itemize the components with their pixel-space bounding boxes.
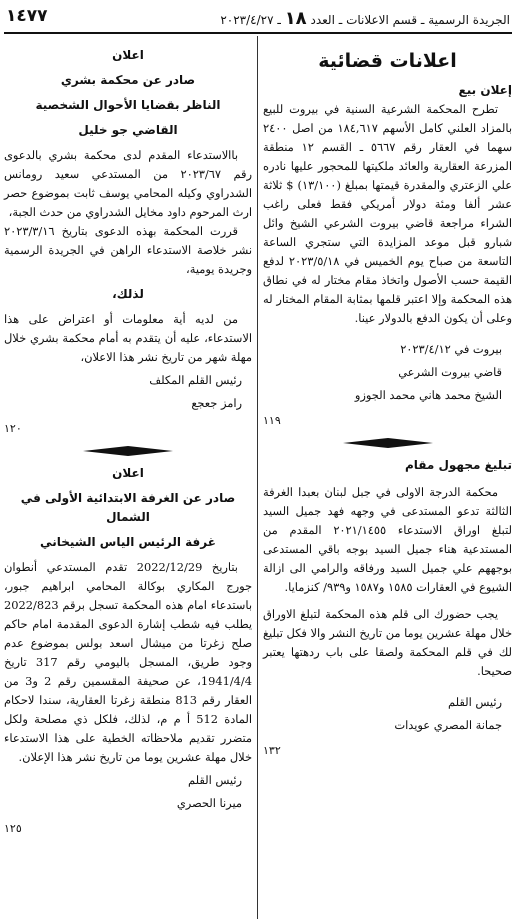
- ad2-issuer: صادر عن الغرفة الابتدائية الأولى في الشمال: [20, 491, 236, 524]
- ad1-heading: اعلان: [112, 48, 144, 62]
- notice-body-1: محكمة الدرجة الاولى في جبل لبنان بعبدا الغرفة الثالثة تدعو المستدعى في وجهه فهد جميل السيد لتبلغ اوراق الاستدعاء ٢٠٢١/١٤٥٥ المقدم من المستدعية هناء جميل السيد بوجه باقي المستدعى بوجههم علي جميل السيد ورفاقه والرامي الى ازالة الشيوع في العقارات ١٥٨٥ و١٥٨٧ و٩٣٩/ كنزمايا.: [263, 485, 512, 594]
- running-header: [220, 8, 510, 29]
- separator-ornament: [4, 444, 252, 458]
- left-column: [4, 40, 252, 838]
- ad1-subtitle: الناظر بقضايا الأحوال الشخصية: [35, 98, 221, 112]
- sale-body: تطرح المحكمة الشرعية السنية في بيروت للبيع بالمزاد العلني كامل الأسهم ١٨٤,٦١٧ من اصل ٢٤٠٠ سهما في العقار رقم ٥٦٦٧ ـ القسم ١٢ منطقة المزرعة العقارية والعائد ملكيتها للمحجور عليها نادره علي الزعتري والمقدرة قيمتها بمبلغ (١٣/١٠٠) $ ثلاثة عشر ألفا ومئة دولار أمريكي فقط فعلى راغب الشراء مراجعة قاضي بيروت الشرعي الشيخ وائل شبارو قبل موعد المزايدة التي ستجري الساعة التاسعة من صباح يوم الخميس في ٢٠٢٣/٥/١٨ لدفع القيمة حسب الأصول واتخاذ مقام مختار له في نطاق هذه المحكمة وإلا اعتبر قلمها بمثابة المقام المختار له وعلى أن يكون الدفع بالدولار عينا.: [263, 102, 513, 325]
- sale-signer-title: قاضي بيروت الشرعي: [398, 365, 502, 379]
- issue-date: ـ ٢٠٢٣/٤/٢٧: [220, 13, 281, 27]
- notice-body-2: يجب حضورك الى قلم هذه المحكمة لتبلغ الاوراق خلال مهلة عشرين يوما من تاريخ النشر والا فكل تبليغ لك في قلم المحكمة ولصقا على باب ردهتها يعتبر صحيحا.: [263, 607, 512, 678]
- right-column: [263, 40, 512, 760]
- ad2-heading: اعلان: [112, 466, 144, 480]
- ad2-signer-title: رئيس القلم: [188, 773, 242, 787]
- ad1-lidhalik: لذلك،: [112, 287, 144, 301]
- ad1-signer-title: رئيس القلم المكلف: [149, 373, 242, 387]
- ad1-body-1: باالاستدعاء المقدم لدى محكمة بشري بالدعوى رقم ٢٠٢٣/٦٧ من المستدعي سعيد رومانس الشدراوي وكيله المحامي يوسف ثابت بموضوع حصر ارث المرحوم داود مخايل الشدراوي من حدث الجبة،: [4, 148, 252, 219]
- sale-signer-name: الشيخ محمد هاني محمد الجوزو: [354, 388, 502, 402]
- separator-ornament: [263, 436, 512, 450]
- sale-number: ١١٩: [263, 414, 281, 427]
- ad2-chamber: غرفة الرئيس الياس الشيخاني: [40, 535, 216, 549]
- ad2-body: بتاريخ 2022/12/29 تقدم المستدعي أنطوان جورج المكاري بوكالة المحامي ابراهيم جبور، باستدعاء امام هذه المحكمة تسجل برقم 2022/823 يطلب فيه شطب إشارة الدعوى المقدمة امام حاكم صلح زغرتا من ميشال اسعد بولس بموضوع عدم وجود طريق، المسجل باليومي رقم 317 تاريخ 1941/4/4، عن صحيفة المقسمين رقم 2 و3 من العقار رقم 813 منطقة زغرتا العقارية، سندا لاحكام المادة 512 أ م م، لذلك، فلكل ذي مصلحة ولكل متضرر تقديم ملاحظاته الخطية على هذا الاستدعاء خلال مهلة عشرين يوما من تاريخ نشر هذا الإعلان.: [4, 560, 253, 764]
- ad1-signer-name: رامز جعجع: [191, 396, 242, 410]
- section-title: اعلانات قضائية: [318, 50, 457, 72]
- ad1-number: ١٢٠: [4, 422, 22, 435]
- column-divider: [257, 36, 258, 919]
- running-title: الجريدة الرسمية ـ قسم الاعلانات ـ العدد: [310, 13, 510, 27]
- notice-signer-title: رئيس القلم: [448, 695, 502, 709]
- notice-signer-name: جمانة المصري عويدات: [394, 718, 502, 732]
- ad1-body-3: من لديه أية معلومات أو اعتراض على هذا الاستدعاء، عليه أن يتقدم به أمام محكمة بشري خلال مهلة شهر من تاريخ نشر هذا الاعلان،: [4, 312, 252, 364]
- ad1-body-2: قررت المحكمة بهذه الدعوى بتاريخ ٢٠٢٣/٣/١٦ نشر خلاصة الاستدعاء الراهن في الجريدة الرسمية وجريدة يومية،: [4, 224, 252, 276]
- ad1-judge: القاضي جو خليل: [78, 123, 178, 137]
- ad2-signer-name: ميرنا الحصري: [176, 796, 242, 810]
- header-rule: [4, 32, 512, 34]
- notice-heading: تبليغ مجهول مقام: [404, 458, 512, 472]
- page-header: [0, 4, 516, 32]
- ad2-number: ١٢٥: [4, 822, 22, 835]
- notice-number: ١٣٢: [263, 744, 281, 757]
- sale-heading: إعلان بيع: [458, 83, 512, 97]
- sale-date-line: بيروت في ٢٠٢٣/٤/١٢: [400, 342, 502, 356]
- page-number: ١٤٧٧: [6, 6, 48, 26]
- issue-number: ١٨: [284, 8, 307, 29]
- ad1-issuer: صادر عن محكمة بشري: [60, 73, 196, 87]
